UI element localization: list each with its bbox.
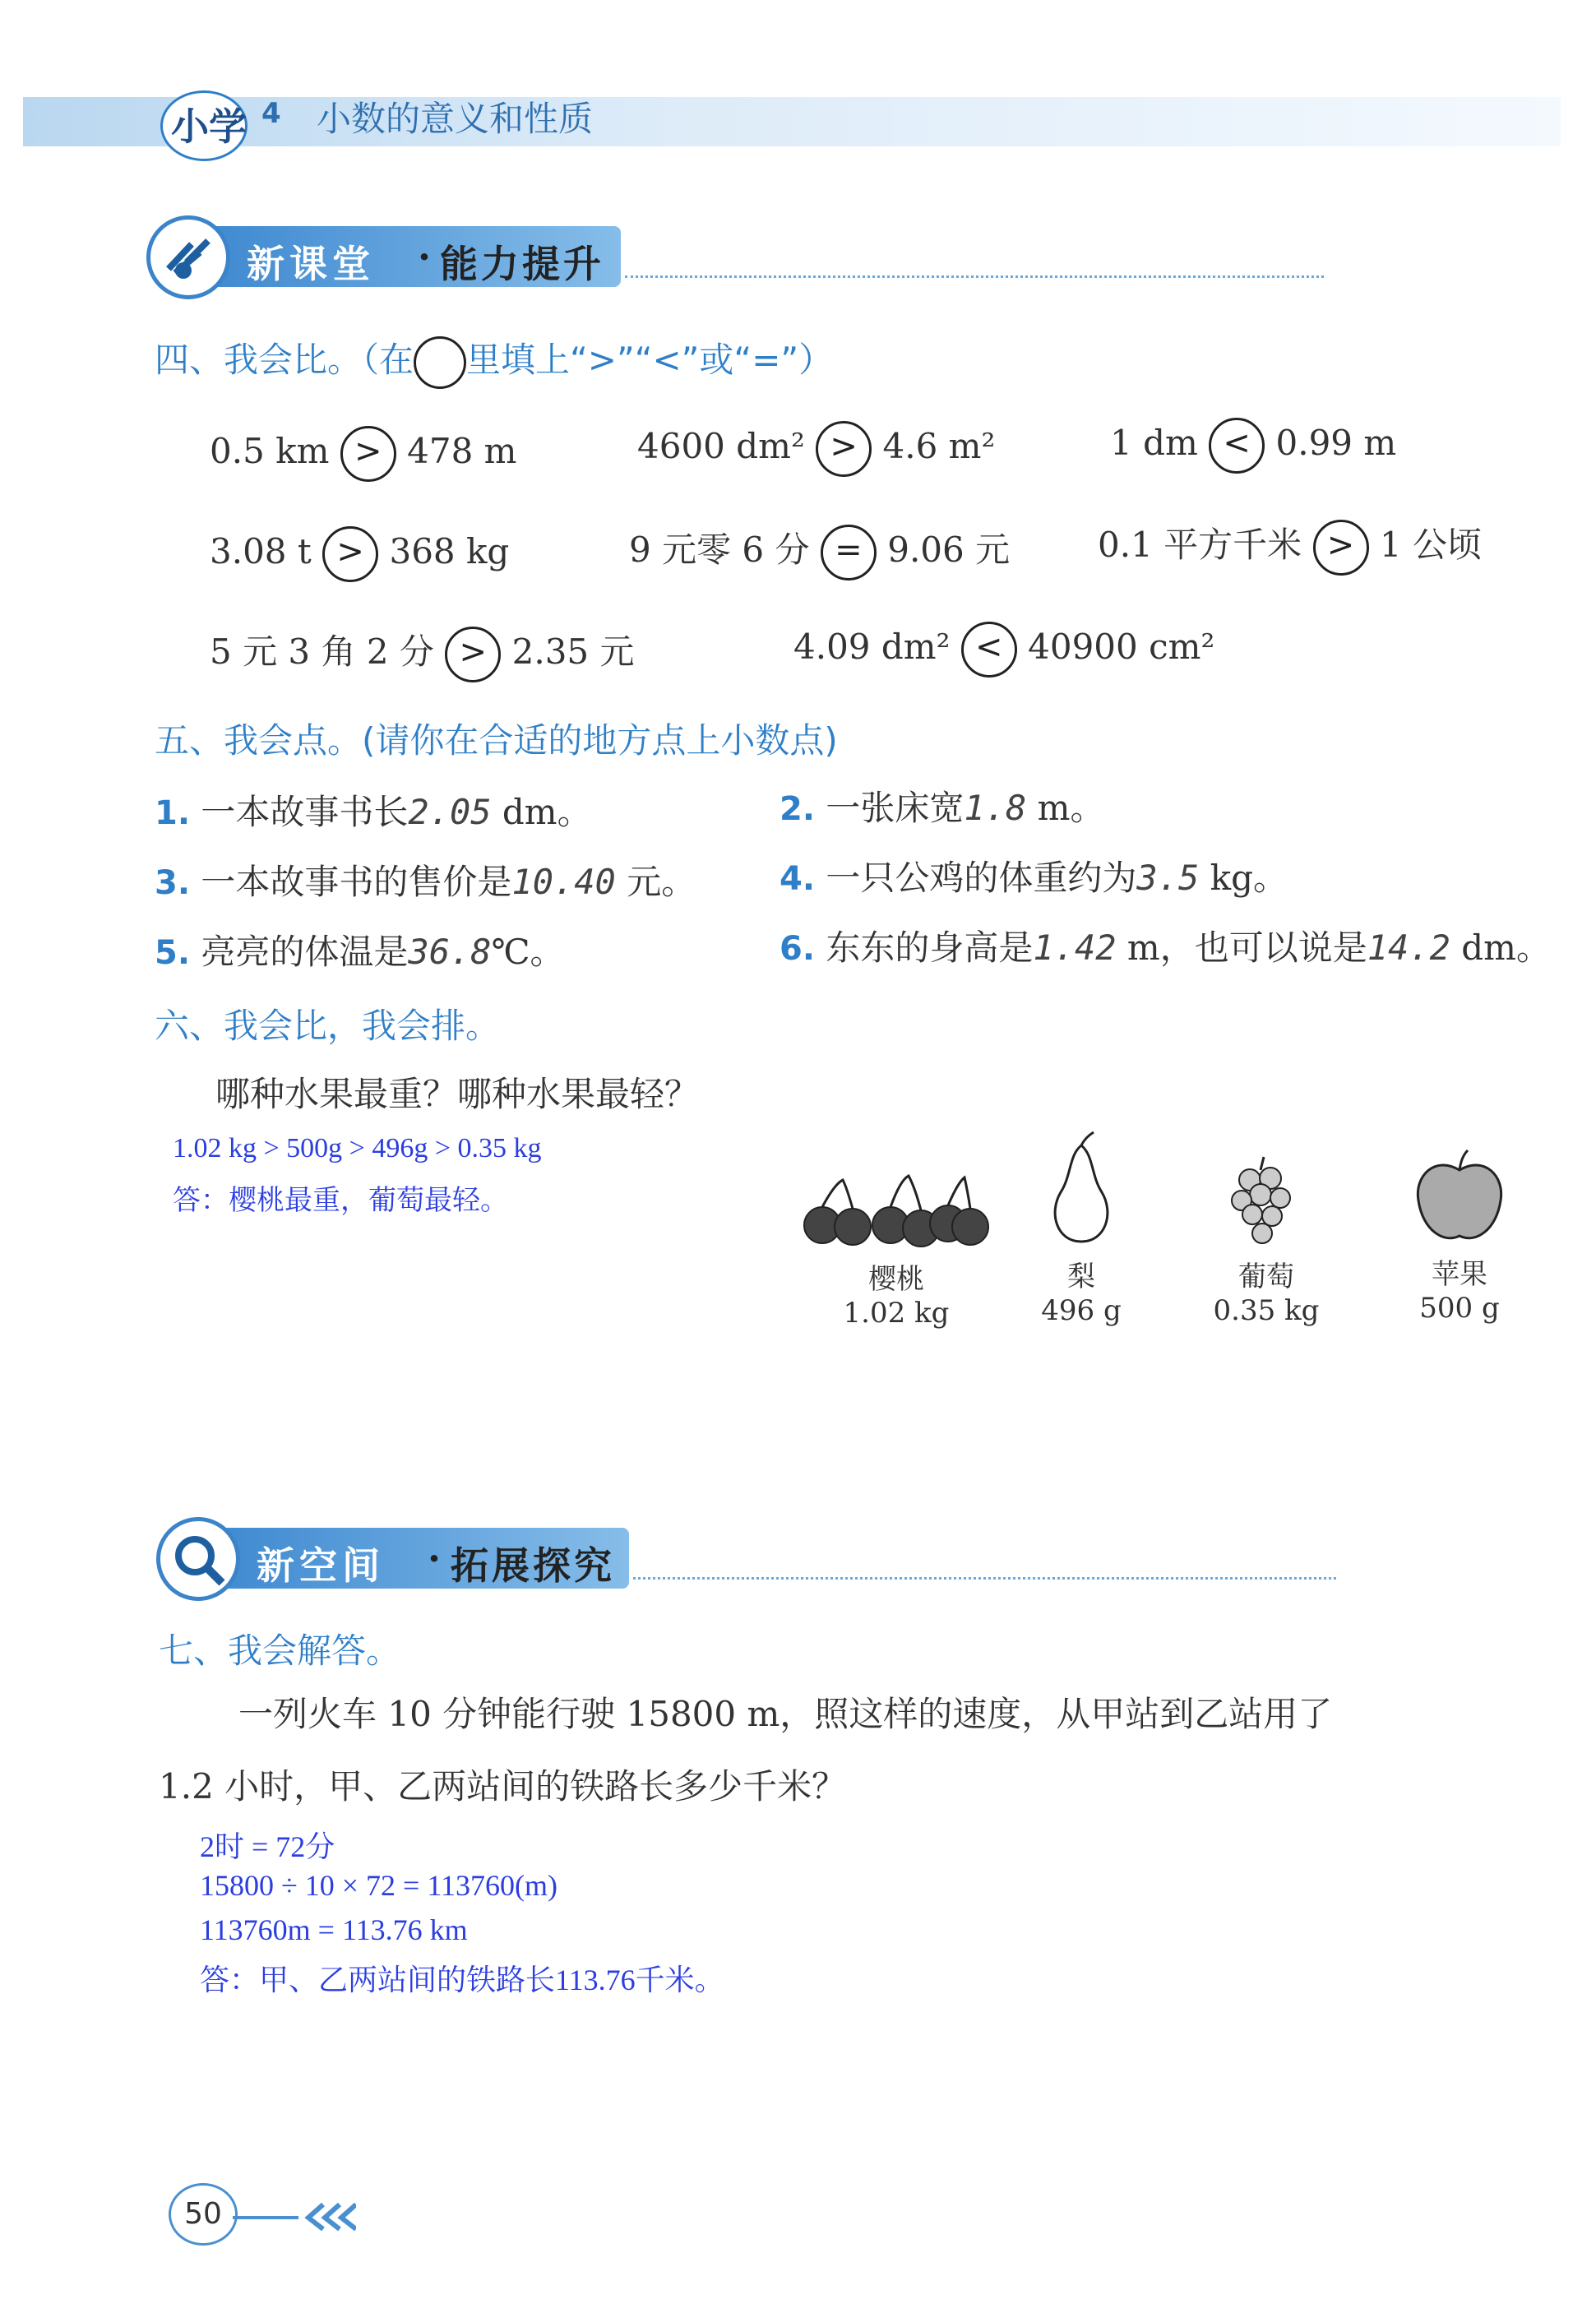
chapter-number: 4 (261, 97, 281, 130)
q7-work-3: 113760m = 113.76 km (200, 1913, 468, 1946)
comparison-circle[interactable]: > (1313, 520, 1369, 576)
q5-heading: 五、我会点。(请你在合适的地方点上小数点) (155, 720, 838, 761)
handwritten-answer[interactable]: 1.42 (1033, 928, 1117, 968)
empty-circle-icon (414, 336, 466, 389)
q4-item: 4.09 dm² < 40900 cm² (793, 622, 1214, 678)
header-band (23, 97, 1561, 146)
q6-question: 哪种水果最重？哪种水果最轻？ (215, 1074, 700, 1114)
fruit-label-cherry: 樱桃 1.02 kg (843, 1263, 950, 1330)
dotted-rule (633, 1577, 1336, 1580)
chevrons-left-icon (233, 2200, 356, 2232)
dot-separator: · (428, 1536, 442, 1580)
section-subtitle: 拓展探究 (451, 1543, 615, 1588)
handwritten-answer[interactable]: 1.8 (964, 788, 1027, 828)
q6-answer-line1: 1.02 kg > 500g > 496g > 0.35 kg (173, 1133, 542, 1163)
grapes-icon (1229, 1155, 1299, 1250)
q4-item: 3.08 t > 368 kg (210, 526, 509, 582)
q7-work-1: 2时 = 72分 (200, 1830, 335, 1863)
q5-item-3: 3. 一本故事书的售价是10.40 元。 (155, 862, 696, 902)
section-title: 新课堂 (247, 242, 375, 286)
q4-item: 0.5 km > 478 m (210, 426, 516, 482)
dotted-rule (625, 275, 1324, 278)
page-number: 50 (169, 2183, 238, 2246)
handwritten-answer[interactable]: 14.2 (1367, 928, 1450, 968)
comparison-circle[interactable]: < (1209, 418, 1265, 474)
comparison-circle[interactable]: < (961, 622, 1017, 678)
q5-item-4: 4. 一只公鸡的体重约为3.5 kg。 (779, 858, 1288, 898)
q5-item-2: 2. 一张床宽1.8 m。 (779, 788, 1105, 828)
apple-icon (1410, 1147, 1509, 1246)
q6-answer-line2: 答：樱桃最重，葡萄最轻。 (173, 1186, 508, 1216)
section-subtitle: 能力提升 (440, 242, 604, 286)
fruit-label-pear: 梨 496 g (1041, 1261, 1122, 1327)
q4-item: 1 dm < 0.99 m (1110, 418, 1396, 474)
dot-separator: · (418, 234, 432, 279)
handwritten-answer[interactable]: 3.5 (1136, 858, 1200, 898)
comparison-circle[interactable]: > (340, 426, 396, 482)
q7-text-line1: 一列火车 10 分钟能行驶 15800 m，照这样的速度，从甲站到乙站用了 (238, 1694, 1333, 1734)
satellite-icon (146, 215, 230, 299)
fruit-label-apple: 苹果 500 g (1419, 1258, 1500, 1325)
q5-item-6: 6. 东东的身高是1.42 m，也可以说是14.2 dm。 (779, 928, 1551, 968)
q5-item-1: 1. 一本故事书长2.05 dm。 (155, 792, 592, 832)
comparison-circle[interactable]: > (816, 421, 872, 477)
comparison-circle[interactable]: = (821, 525, 877, 581)
q4-item: 9 元零 6 分 = 9.06 元 (629, 523, 1010, 581)
section-title: 新空间 (257, 1543, 385, 1588)
q4-item: 5 元 3 角 2 分 > 2.35 元 (210, 625, 635, 682)
q7-text-line2: 1.2 小时，甲、乙两站间的铁路长多少千米？ (159, 1766, 847, 1806)
q7-work-4: 答：甲、乙两站间的铁路长113.76千米。 (200, 1964, 724, 1996)
logo-text: 小学 (171, 104, 247, 149)
pear-icon (1040, 1131, 1122, 1246)
handwritten-answer[interactable]: 10.40 (511, 862, 616, 902)
q4-item: 0.1 平方千米 > 1 公顷 (1098, 518, 1482, 576)
q6-heading: 六、我会比，我会排。 (155, 1006, 501, 1046)
comparison-circle[interactable]: > (322, 526, 378, 582)
handwritten-answer[interactable]: 2.05 (408, 792, 492, 832)
q4-item: 4600 dm² > 4.6 m² (637, 421, 995, 477)
comparison-circle[interactable]: > (445, 627, 501, 682)
chapter-title: 小数的意义和性质 (317, 99, 594, 139)
cherries-icon (802, 1168, 999, 1250)
fruit-label-grape: 葡萄 0.35 kg (1213, 1261, 1320, 1327)
q7-heading: 七、我会解答。 (159, 1631, 401, 1671)
q4-heading-b: 里填上“>”“<”或“=”） (466, 340, 834, 380)
q5-item-5: 5. 亮亮的体温是36.8℃。 (155, 932, 565, 972)
q4-heading-a: 四、我会比。（在 (155, 340, 414, 380)
q4-heading (155, 333, 833, 389)
q7-work-2: 15800 ÷ 10 × 72 = 113760(m) (200, 1869, 558, 1902)
handwritten-answer[interactable]: 36.8 (408, 932, 492, 972)
magnifier-icon (156, 1517, 240, 1601)
